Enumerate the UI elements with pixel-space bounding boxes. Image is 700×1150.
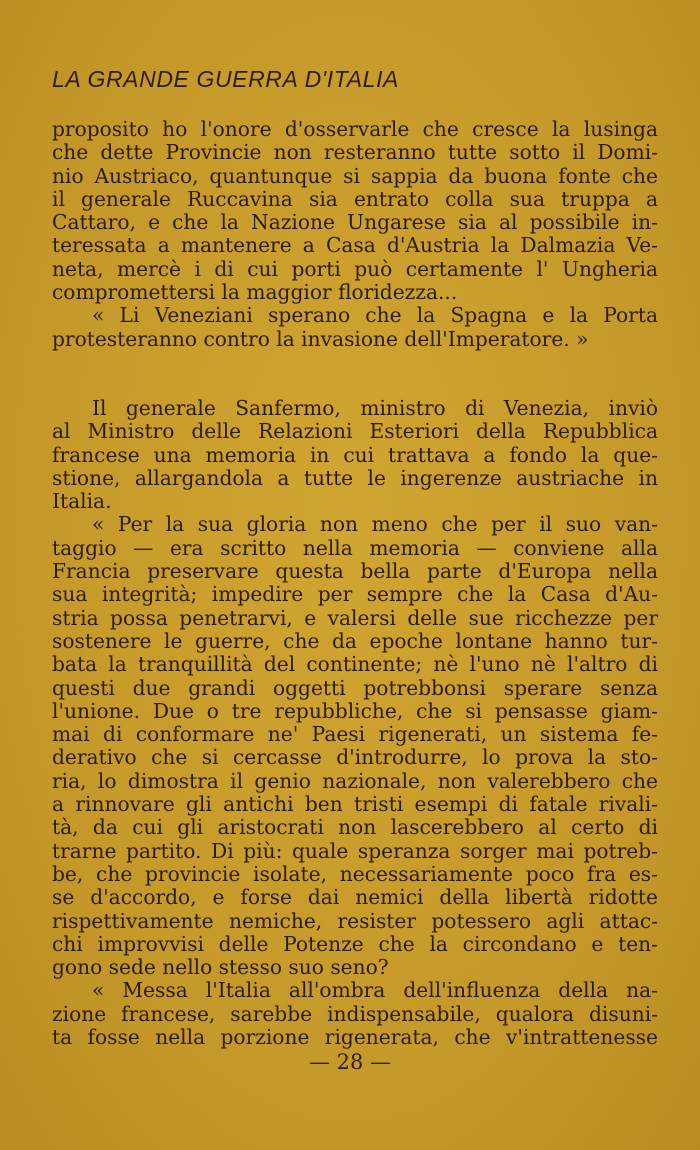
text-line: a rinnovare gli antichi ben tristi esempi di fatale rivali- xyxy=(52,792,658,817)
text-line: nio Austriaco, quantunque si sappia da buona fonte che xyxy=(52,163,658,188)
text-line: taggio — era scritto nella memoria — conviene alla xyxy=(52,535,658,560)
text-line: ta fosse nella porzione rigenerata, che v'intrattenesse xyxy=(52,1024,658,1049)
text-line: « Per la sua gloria non meno che per il suo van- xyxy=(92,512,658,537)
paragraph xyxy=(52,397,658,513)
text-line: ria, lo dimostra il genio nazionale, non valerebbero che xyxy=(52,768,658,793)
text-line: che dette Provincie non resteranno tutte sotto il Domi- xyxy=(52,140,658,165)
text-line: neta, mercè i di cui porti può certamente l' Ungheria xyxy=(52,256,658,281)
text-line: sostenere le guerre, che da epoche lontane hanno tur- xyxy=(52,628,658,653)
text-line: teressata a mantenere a Casa d'Austria la Dalmazia Ve- xyxy=(52,233,658,258)
text-line: se d'accordo, e forse dai nemici della libertà ridotte xyxy=(52,885,658,910)
text-line: mai di conformare ne' Paesi rigenerati, un sistema fe- xyxy=(52,722,658,747)
text-line: « Messa l'Italia all'ombra dell'influenza della na- xyxy=(92,978,658,1003)
paragraph xyxy=(52,513,658,979)
text-line: il generale Ruccavina sia entrato colla sua truppa a xyxy=(52,186,658,211)
text-line: bata la tranquillità del continente; nè l'uno nè l'altro di xyxy=(52,652,658,677)
body-text xyxy=(52,118,658,1049)
text-line: questi due grandi oggetti potrebbonsi sperare senza xyxy=(52,675,658,700)
text-line: « Li Veneziani sperano che la Spagna e la Porta xyxy=(92,303,658,328)
running-header: LA GRANDE GUERRA D'ITALIA xyxy=(52,66,399,92)
text-line: Il generale Sanfermo, ministro di Venezia, inviò xyxy=(92,395,658,420)
text-line: gono sede nello stesso suo seno? xyxy=(52,955,389,980)
paragraph xyxy=(52,979,658,1049)
text-line: zione francese, sarebbe indispensabile, qualora disuni- xyxy=(52,1001,658,1026)
text-line: stione, allargandola a tutte le ingerenze austriache in xyxy=(52,465,658,490)
text-line: protesteranno contro la invasione dell'Imperatore. » xyxy=(52,326,589,351)
paragraph xyxy=(52,304,658,351)
text-line: proposito ho l'onore d'osservarle che cresce la lusinga xyxy=(52,117,658,141)
text-line: francese una memoria in cui trattava a fondo la que- xyxy=(52,442,658,467)
text-line: tà, da cui gli aristocrati non lascerebbero al certo di xyxy=(52,815,658,840)
text-line: Italia. xyxy=(52,489,112,514)
text-line: trarne partito. Di più: quale speranza sorger mai potreb- xyxy=(52,838,658,863)
text-line: derativo che si cercasse d'introdurre, lo prova la sto- xyxy=(52,745,658,770)
page-number: — 28 — xyxy=(308,1050,392,1074)
text-line: Francia preservare questa bella parte d'Europa nella xyxy=(52,559,658,584)
paragraph xyxy=(52,118,658,304)
text-line: sua integrità; impedire per sempre che la Casa d'Au- xyxy=(52,582,658,607)
text-line: l'unione. Due o tre repubbliche, che si pensasse giam- xyxy=(52,698,658,723)
text-line: al Ministro delle Relazioni Esteriori della Repubblica xyxy=(52,419,658,444)
text-line: rispettivamente nemiche, resister potessero agli attac- xyxy=(52,908,658,933)
text-line: chi improvvisi delle Potenze che la circondano e ten- xyxy=(52,931,658,956)
text-line: be, che provincie isolate, necessariamente poco fra es- xyxy=(52,861,658,886)
text-line: stria possa penetrarvi, e valersi delle sue ricchezze per xyxy=(52,605,658,630)
text-line: compromettersi la maggior floridezza... xyxy=(52,280,458,305)
text-line: Cattaro, e che la Nazione Ungarese sia al possibile in- xyxy=(52,210,658,235)
section-gap xyxy=(52,351,658,397)
